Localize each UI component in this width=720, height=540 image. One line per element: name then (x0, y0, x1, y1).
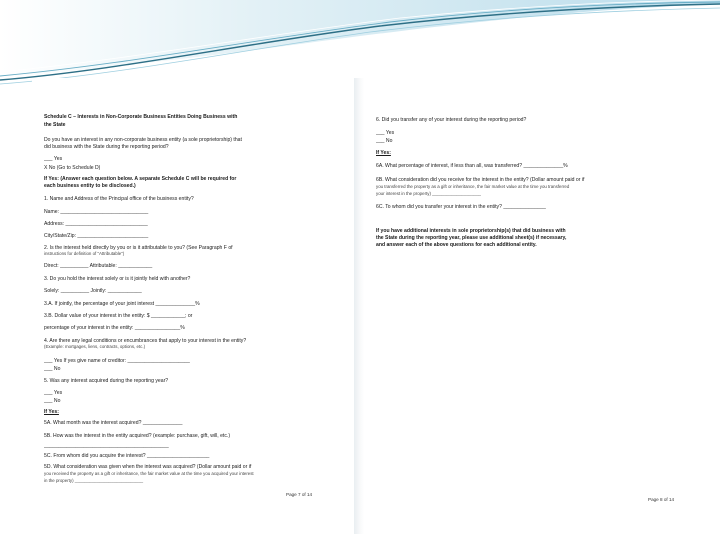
left-form-line-31: ____________________________________________ (44, 443, 169, 449)
right-form-line-8: your interest in the property) ____________________ (376, 191, 481, 196)
right-form-line-11: the State during the reporting year, please use additional sheet(s) if necessary, (376, 235, 567, 241)
left-form-line-23: ___ Yes If yes give name of creditor: ______________________ (44, 358, 190, 364)
left-form-line-4: did business with the State during the reporting period? (44, 144, 169, 150)
left-form-line-19: 3.B. Dollar value of your interest in the entity: $ ____________; or (44, 313, 193, 319)
left-form-line-35: in the property) ____________________________ (44, 478, 144, 483)
left-form-line-32: 5C. From whom did you acquire the interest? ______________________ (44, 453, 210, 459)
right-form-line-5: 6A. What percentage of interest, if less than all, was transferred? ______________% (376, 163, 568, 169)
right-form-line-12: and answer each of the above questions for each additional entity. (376, 242, 537, 248)
left-form-line-6: X No (Go to Schedule D) (44, 165, 101, 171)
right-form-line-10: If you have additional interests in sole proprietorship(s) that did business with (376, 228, 566, 234)
left-form-line-12: City/State/Zip: _________________________ (44, 233, 149, 239)
left-form-line-33: 5D. What consideration was given when the interest was acquired? (Dollar amount paid or if (44, 464, 252, 470)
left-form-line-22: (Example: mortgages, liens, contracts, options, etc.) (44, 344, 146, 349)
right-form-line-7: you transferred the property as a gift or inheritance, the fair market value at the time you transferred (376, 184, 570, 189)
right-form-line-9: 6C. To whom did you transfer your interest in the entity? _______________ (376, 204, 546, 210)
right-form-line-3: ___ No (376, 138, 393, 144)
left-form-line-16: 3. Do you hold the interest solely or is it jointly held with another? (44, 276, 191, 282)
left-form-line-28: If Yes: (44, 409, 59, 415)
right-form-line-2: ___ Yes (376, 130, 395, 136)
left-form-line-34: you received the property as a gift or inheritance, the fair market value at the time you acquired your interest (44, 471, 254, 476)
form-page-left (32, 78, 354, 534)
right-form-line-1: 6. Did you transfer any of your interest during the reporting period? (376, 117, 527, 123)
page-divider (354, 78, 364, 534)
right-page-footer: Page 8 of 14 (648, 497, 675, 502)
left-form-line-13: 2. Is the interest held directly by you or is it attributable to you? (See Paragraph F of (44, 245, 233, 251)
left-form-line-20: percentage of your interest in the entity: ________________% (44, 325, 185, 331)
left-form-line-11: Address: _____________________________ (44, 221, 148, 227)
right-form-line-4: If Yes: (376, 150, 391, 156)
left-form-line-10: Name: _______________________________ (44, 209, 149, 215)
left-form-line-5: ___ Yes (44, 156, 63, 162)
left-form-line-27: ___ No (44, 398, 61, 404)
left-form-line-2: the State (44, 122, 66, 128)
left-form-line-29: 5A. What month was the interest acquired? ______________ (44, 420, 183, 426)
left-form-line-7: If Yes: (Answer each question below. A separate Schedule C will be required for (44, 176, 237, 182)
left-form-line-15: Direct: __________ Attributable: ____________ (44, 263, 153, 269)
left-form-line-14: instructions for definition of "Attributable") (44, 251, 125, 256)
left-form-line-9: 1. Name and Address of the Principal office of the business entity? (44, 196, 194, 202)
left-form-line-8: each business entity to be disclosed.) (44, 183, 136, 189)
right-form-line-6: 6B. What consideration did you receive for the interest in the entity? (Dollar amount paid or if (376, 177, 585, 183)
left-form-line-17: Solely: __________ Jointly: ____________ (44, 288, 142, 294)
form-page-right (364, 78, 692, 534)
left-form-line-26: ___ Yes (44, 390, 63, 396)
left-form-line-24: ___ No (44, 366, 61, 372)
left-form-line-21: 4. Are there any legal conditions or encumbrances that apply to your interest in the entity? (44, 338, 247, 344)
left-form-line-18: 3.A. If jointly, the percentage of your joint interest ______________% (44, 301, 200, 307)
left-form-line-25: 5. Was any interest acquired during the reporting year? (44, 378, 169, 384)
left-page-footer: Page 7 of 14 (286, 492, 313, 497)
left-form-line-1: Schedule C – Interests in Non-Corporate Business Entities Doing Business with (44, 114, 238, 120)
left-form-line-30: 5B. How was the interest in the entity acquired? (example: purchase, gift, will, etc.) (44, 433, 231, 439)
left-form-line-3: Do you have an interest in any non-corporate business entity (a sole proprietorship) that (44, 137, 242, 143)
